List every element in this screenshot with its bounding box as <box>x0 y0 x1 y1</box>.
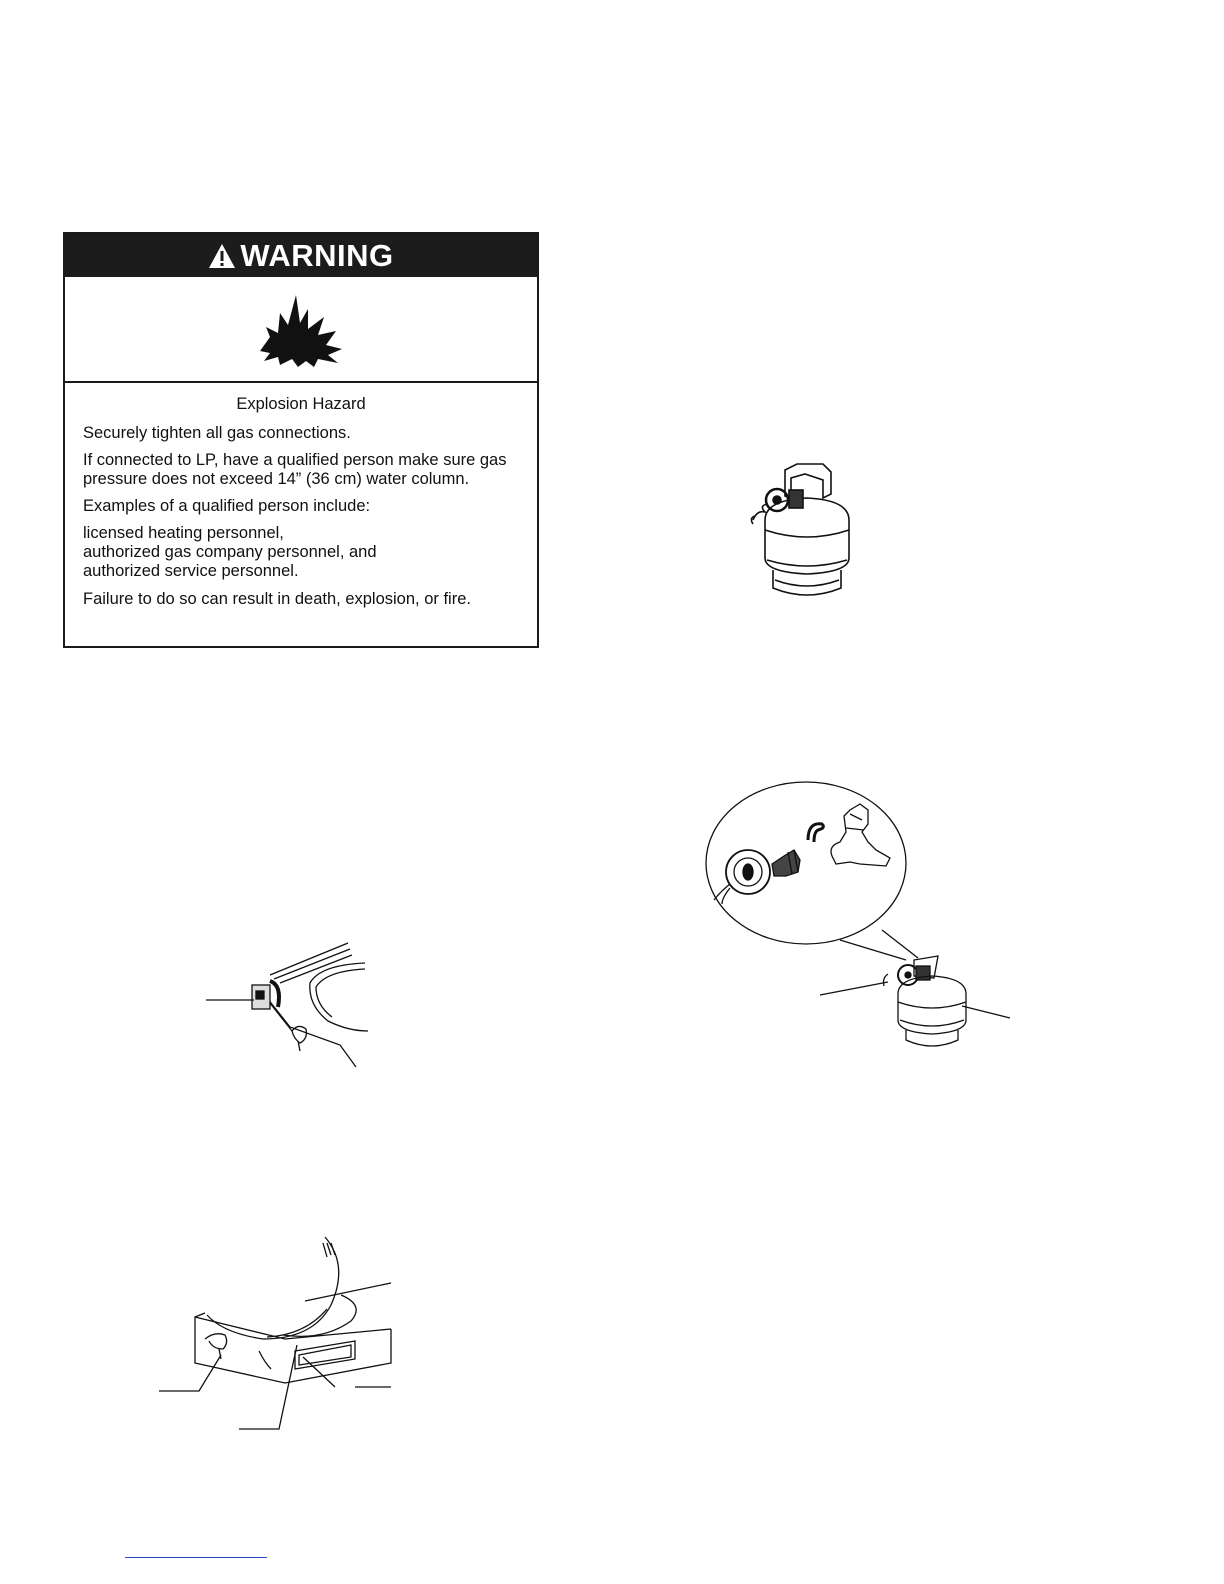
warning-line-1: Securely tighten all gas connections. <box>83 424 351 442</box>
warning-header <box>65 234 537 277</box>
list-item: licensed heating personnel, <box>83 524 284 542</box>
qualified-person-list <box>83 524 519 581</box>
warning-box <box>63 232 539 648</box>
explosion-icon <box>256 289 346 369</box>
warning-triangle-icon <box>208 243 236 269</box>
grill-bracket-icon <box>200 935 375 1075</box>
explosion-pictogram <box>65 277 537 383</box>
lp-tank-icon <box>745 460 865 605</box>
footer-link-underline[interactable] <box>125 1557 267 1558</box>
tank-valve-connection-icon <box>700 780 1020 1048</box>
tank-holder-icon <box>155 1235 400 1435</box>
warning-line-4: Failure to do so can result in death, explosion, or fire. <box>83 590 471 608</box>
warning-title: WARNING <box>240 237 394 273</box>
warning-body <box>65 383 537 609</box>
warning-line-2: If connected to LP, have a qualified person make sure gas pressure does not exceed 14” (36 cm) water column. <box>83 451 507 488</box>
list-item: authorized gas company personnel, and <box>83 543 377 561</box>
warning-line-3: Examples of a qualified person include: <box>83 497 371 515</box>
hazard-title: Explosion Hazard <box>236 395 366 413</box>
list-item: authorized service personnel. <box>83 562 299 580</box>
